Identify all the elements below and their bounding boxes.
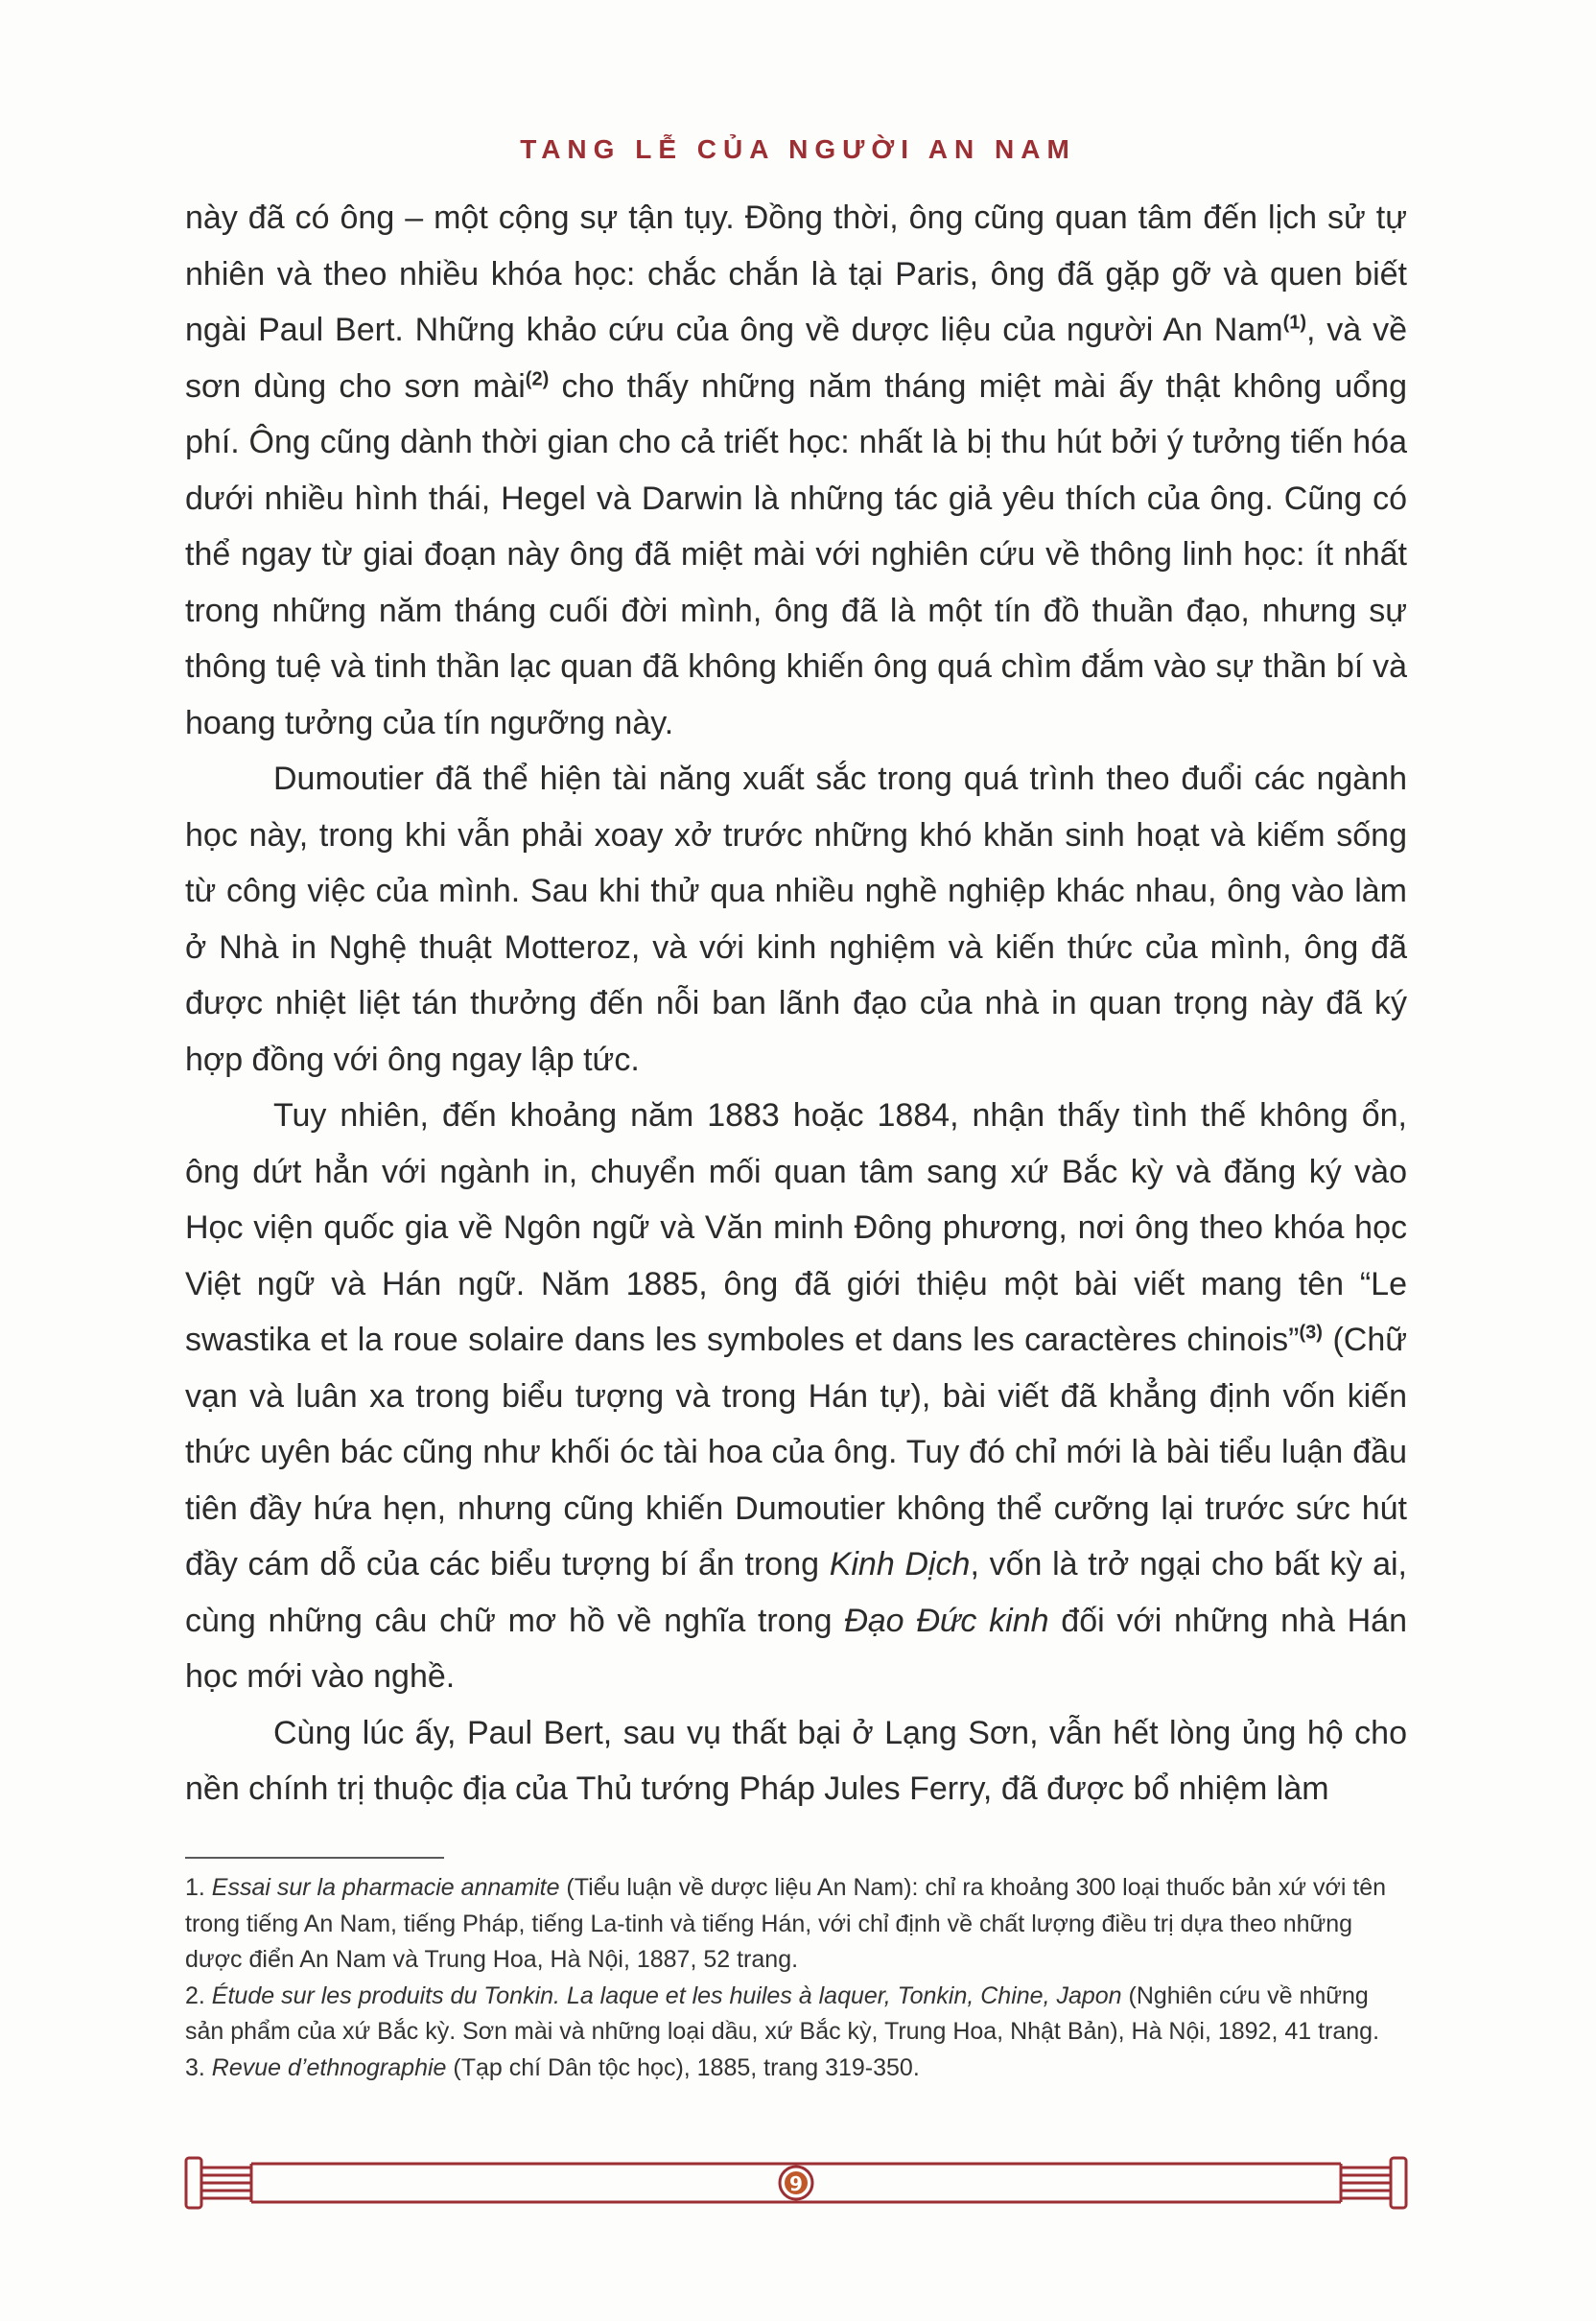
footnote-ref-1: (1) — [1282, 312, 1307, 334]
text-run: , vốn là trở ngại cho bất kỳ ai, cùng những câu chữ mơ hồ về nghĩa trong — [185, 1546, 1407, 1639]
paragraph — [185, 751, 1407, 1088]
footnote-text: (Nghiên cứu về những sản phẩm của xứ Bắc kỳ. Sơn mài và những loại dầu, xứ Bắc kỳ, Trung Hoa, Nhật Bản), Hà Nội, 1892, 41 trang. — [185, 1981, 1380, 2045]
text-run: Tuy nhiên, đến khoảng năm 1883 hoặc 1884, nhận thấy tình thế không ổn, ông dứt hẳn với ngành in, chuyển mối quan tâm sang xứ Bắc kỳ và đăng ký vào Học viện quốc gia về Ngôn ngữ và Văn minh Đông phương, nơi ông theo khóa học Việt ngữ và Hán ngữ. Năm 1885, ông đã giới thiệu một bài viết mang tên “Le swastika et la roue solaire dans les symboles et dans les caractères chinois” — [185, 1097, 1407, 1358]
footnote-number: 2. — [185, 1981, 212, 2009]
left-scroll-end — [186, 2158, 251, 2208]
text-run: , và về sơn dùng cho sơn mài — [185, 312, 1407, 405]
page-number: 9 — [789, 2172, 803, 2195]
footnote-number: 3. — [185, 2053, 212, 2081]
footnote-separator — [185, 1857, 444, 1859]
text-run: đối với những nhà Hán học mới vào nghề. — [185, 1602, 1407, 1695]
text-run: Dumoutier đã thể hiện tài năng xuất sắc trong quá trình theo đuổi các ngành học này, trong khi vẫn phải xoay xở trước những khó khăn sinh hoạt và kiếm sống từ công việc của mình. Sau khi thử qua nhiều nghề nghiệp khác nhau, ông vào làm ở Nhà in Nghệ thuật Motteroz, và với kinh nghiệm và kiến thức của mình, ông đã được nhiệt liệt tán thưởng đến nỗi ban lãnh đạo của nhà in quan trọng này đã ký hợp đồng với ông ngay lập tức. — [185, 761, 1407, 1078]
footnote-text: (Tạp chí Dân tộc học), 1885, trang 319-350. — [446, 2053, 920, 2081]
book-title-dao-duc-kinh: Đạo Đức kinh — [844, 1602, 1049, 1639]
text-run: này đã có ông – một cộng sự tận tụy. Đồng thời, ông cũng quan tâm đến lịch sử tự nhiên và theo nhiều khóa học: chắc chắn là tại Paris, ông đã gặp gỡ và quen biết ngài Paul Bert. Những khảo cứu của ông về dược liệu của người An Nam — [185, 199, 1407, 348]
right-scroll-end — [1341, 2158, 1406, 2208]
footnote-2 — [185, 1979, 1407, 2051]
body-text — [185, 190, 1407, 1817]
footnote-title: Étude sur les produits du Tonkin. La laque et les huiles à laquer, Tonkin, Chine, Japon — [211, 1981, 1122, 2009]
footnote-title: Essai sur la pharmacie annamite — [211, 1874, 560, 1901]
footnote-text: (Tiểu luận về dược liệu An Nam): chỉ ra khoảng 300 loại thuốc bản xứ với tên trong tiếng An Nam, tiếng Pháp, tiếng La-tinh và tiếng Hán, với chỉ định về chất lượng điều trị dựa theo những dược điển An Nam và Trung Hoa, Hà Nội, 1887, 52 trang. — [185, 1874, 1387, 1973]
text-run: cho thấy những năm tháng miệt mài ấy thật không uổng phí. Ông cũng dành thời gian cho cả triết học: nhất là bị thu hút bởi ý tưởng tiến hóa dưới nhiều hình thái, Hegel và Darwin là những tác giả yêu thích của ông. Cũng có thể ngay từ giai đoạn này ông đã miệt mài với nghiên cứu về thông linh học: ít nhất trong những năm tháng cuối đời mình, ông đã là một tín đồ thuần đạo, nhưng sự thông tuệ và tinh thần lạc quan đã không khiến ông quá chìm đắm vào sự thần bí và hoang tưởng của tín ngưỡng này. — [185, 367, 1407, 741]
text-run: (Chữ vạn và luân xa trong biểu tượng và trong Hán tự), bài viết đã khẳng định vốn kiến thức uyên bác cũng như khối óc tài hoa của ông. Tuy đó chỉ mới là bài tiểu luận đầu tiên đầy hứa hẹn, nhưng cũng khiến Dumoutier không thể cưỡng lại trước sức hút đầy cám dỗ của các biểu tượng bí ẩn trong — [185, 1322, 1407, 1582]
footnote-ref-2: (2) — [525, 368, 550, 390]
footnote-3 — [185, 2051, 1407, 2087]
page-footer-ornament — [182, 2148, 1410, 2216]
footnotes — [185, 1870, 1407, 2086]
footnote-ref-3: (3) — [1299, 1322, 1323, 1344]
paragraph — [185, 1088, 1407, 1705]
text-run: Cùng lúc ấy, Paul Bert, sau vụ thất bại ở Lạng Sơn, vẫn hết lòng ủng hộ cho nền chính trị thuộc địa của Thủ tướng Pháp Jules Ferry, đã được bổ nhiệm làm — [185, 1714, 1407, 1807]
running-header: TANG LỄ CỦA NGƯỜI AN NAM — [520, 134, 1076, 164]
footnote-number: 1. — [185, 1874, 212, 1901]
footnote-1 — [185, 1870, 1407, 1979]
paragraph — [185, 190, 1407, 751]
footnote-title: Revue d’ethnographie — [211, 2053, 447, 2081]
book-title-kinh-dich: Kinh Dịch — [829, 1546, 971, 1582]
paragraph — [185, 1705, 1407, 1817]
